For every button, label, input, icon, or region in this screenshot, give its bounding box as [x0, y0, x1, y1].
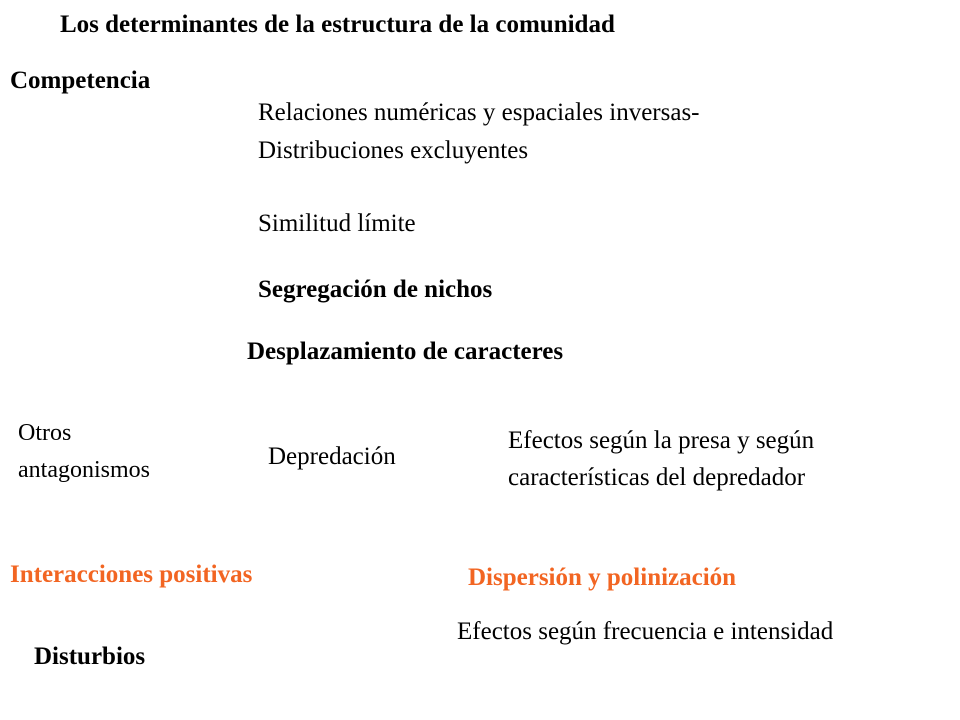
efectos-frecuencia-text: Efectos según frecuencia e intensidad [457, 618, 834, 645]
antagonismos-heading-line1: Otros [18, 420, 72, 446]
relaciones-text-line1: Relaciones numéricas y espaciales inversas- [258, 99, 700, 126]
dispersion-text: Dispersión y polinización [468, 564, 737, 591]
efectos-presa-line1: Efectos según la presa y según [508, 427, 815, 454]
competencia-heading: Competencia [10, 67, 151, 94]
interacciones-positivas-heading: Interacciones positivas [10, 561, 253, 588]
similitud-text: Similitud límite [258, 210, 416, 237]
efectos-presa-line2: características del depredador [508, 464, 806, 491]
disturbios-heading: Disturbios [34, 643, 146, 670]
segregacion-text: Segregación de nichos [258, 276, 493, 303]
depredacion-text: Depredación [268, 443, 396, 470]
desplazamiento-text: Desplazamiento de caracteres [247, 338, 564, 365]
slide-title: Los determinantes de la estructura de la comunidad [60, 11, 615, 38]
antagonismos-heading-line2: antagonismos [18, 457, 150, 483]
relaciones-text-line2: Distribuciones excluyentes [258, 137, 529, 164]
